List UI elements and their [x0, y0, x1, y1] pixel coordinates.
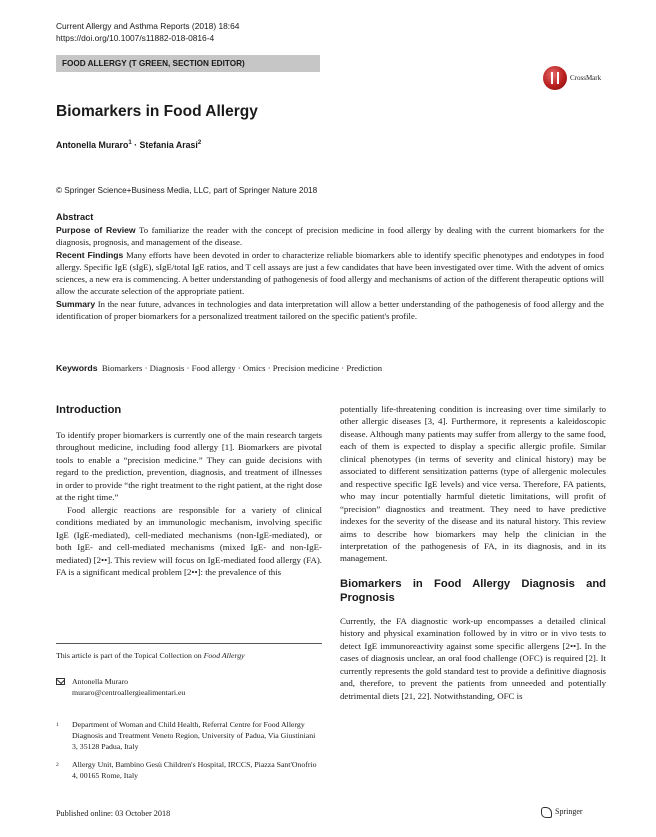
crossmark-label: CrossMark — [570, 74, 602, 82]
affiliation-number: 1 — [56, 722, 59, 728]
abstract-summary — [56, 298, 604, 323]
corresponding-author — [56, 676, 185, 698]
crossmark-badge[interactable] — [543, 66, 613, 92]
body-paragraph: Food allergic reactions are responsible for a variety of clinical conditions mediated by an immunologic mechanism, involving specific IgE (IgE-mediated), cell-mediated mechanisms (non-IgE-mediated), or both IgE- and cell-mediated mechanisms (mixed IgE- and non-IgE-mediated) [2••]. This review will focus on IgE-mediated food allergy (FA). FA is a significant medical problem [2••]: the prevalence of this — [56, 504, 322, 577]
section-heading: Biomarkers in Food Allergy Diagnosis and Prognosis — [340, 577, 606, 604]
abstract-heading: Abstract — [56, 212, 94, 222]
author-name[interactable]: Stefania Arasi — [139, 140, 198, 150]
body-paragraph: To identify proper biomarkers is currently one of the main research targets throughout medicine, including food allergy [1]. Biomarkers are pivotal tools to enable a “precision medicine.” They can guide decisions with regard to the prediction, prevention, diagnosis, and treatment of illnesses in order to provide “the right treatment to the right patient, at the right dose at the right time.” — [56, 430, 322, 503]
author-separator: · — [131, 140, 140, 150]
doi-link[interactable]: https://doi.org/10.1007/s11882-018-0816-4 — [56, 33, 215, 43]
abstract — [56, 211, 604, 322]
abstract-label: Summary — [56, 298, 96, 309]
published-date: Published online: 03 October 2018 — [56, 809, 171, 818]
section-header: FOOD ALLERGY (T GREEN, SECTION EDITOR) — [56, 55, 320, 72]
affiliation — [56, 720, 322, 752]
body-paragraph: Currently, the FA diagnostic work-up encompasses a detailed clinical history and physical examination followed by in vitro or in vivo tests to detect IgE immunoreactivity against some specific allergens [2••]. In the cases of diagnosis unclear, an oral food challenge (OFC) is required [2]. It currently represents the gold standard test to provide a definitive diagnosis and, therefore, to prevent the patients from unneeded and potentially detrimental diets [21, 22]. Notwithstanding, OFC is — [340, 615, 606, 701]
springer-horse-icon — [541, 807, 552, 818]
topical-collection-name[interactable]: Food Allergy — [203, 651, 245, 660]
author-affiliation-ref: 2 — [197, 140, 202, 147]
right-column — [340, 403, 606, 702]
copyright-notice: © Springer Science+Business Media, LLC, part of Springer Nature 2018 — [56, 186, 318, 195]
author-list — [56, 140, 201, 150]
footnote-divider — [56, 643, 322, 644]
topical-collection-note — [56, 651, 245, 660]
crossmark-icon — [543, 66, 567, 90]
keywords-label: Keywords — [56, 363, 98, 373]
left-column — [56, 403, 322, 578]
affiliation-text: Department of Woman and Child Health, Referral Centre for Food Allergy Diagnosis and Treatment Veneto Region, University of Padua, Via Giustiniani 3, 35128 Padua, Italy — [72, 720, 316, 751]
contact-name: Antonella Muraro — [72, 677, 129, 686]
abstract-findings — [56, 249, 604, 298]
affiliation-text: Allergy Unit, Bambino Gesù Children's Hospital, IRCCS, Piazza Sant'Onofrio 4, 00165 Rome, Italy — [72, 760, 317, 780]
abstract-label: Purpose of Review — [56, 225, 136, 235]
journal-header — [56, 20, 416, 44]
affiliation-number: 2 — [56, 762, 59, 768]
author-affiliation-ref: 1 — [128, 140, 132, 147]
body-paragraph: potentially life-threatening condition is increasing over time similarly to other allergic diseases [3, 4]. Furthermore, it represents a kaleidoscopic disease. Although many patients may suffer from allergy to the same food, each of them is expected to display a specific allergic profile. Similar clinical phenotypes (in terms of severity and clinical history) may be associated to different sensitization patterns (type of allergenic molecules and respective specific IgE levels) and vice versa. Therefore, FA patients, who may incur potentially harmful dietetic limitations, will profit of “precision” diagnostics and treatment. They need to have predictive indexes for the severity of the disease and its natural history. This review aims to describe how biomarkers may help the clinician in the interpretation of the pathogenesis of FA, in its diagnosis, and in its management. — [340, 404, 606, 564]
section-heading: Introduction — [56, 404, 122, 416]
abstract-purpose — [56, 224, 604, 249]
abstract-text: In the near future, advances in technologies and data interpretation will allow a better understanding of the pathogenesis of food allergy and the identification of proper biomarkers for a personalized treatment tailored on the specific patient's profile. — [56, 298, 604, 322]
abstract-text: To familiarize the reader with the concept of precision medicine in food allergy by dealing with the current biomarkers for the diagnosis, prognosis, and management of the disease. — [56, 225, 605, 248]
abstract-text: Many efforts have been devoted in order to characterize reliable biomarkers able to identify specific phenotypes and endotypes in food allergy. Specific IgE (sIgE), sIgE/total IgE ratios, and T cell assays are just a few candidates that have been investigated over time. With the advent of omics sciences, a new era is commencing. A better understanding of pathogenesis of food allergy and mechanisms of action of the different therapeutic options will allow the accurate selection of the appropriate patient. — [56, 249, 604, 297]
author-name[interactable]: Antonella Muraro — [56, 140, 129, 150]
journal-citation: Current Allergy and Asthma Reports (2018) 18:64 — [56, 21, 240, 31]
article-title: Biomarkers in Food Allergy — [56, 103, 258, 120]
keywords — [56, 363, 604, 373]
keywords-list: Biomarkers · Diagnosis · Food allergy · Omics · Precision medicine · Prediction — [101, 363, 383, 373]
affiliation — [56, 760, 322, 782]
contact-email[interactable]: muraro@centroallergiealimentari.eu — [72, 688, 186, 697]
publisher-name: Springer — [555, 807, 583, 816]
abstract-label: Recent Findings — [56, 249, 124, 260]
publisher-logo — [541, 806, 611, 820]
envelope-icon — [56, 678, 65, 685]
topical-prefix: This article is part of the Topical Collection on — [56, 651, 204, 660]
